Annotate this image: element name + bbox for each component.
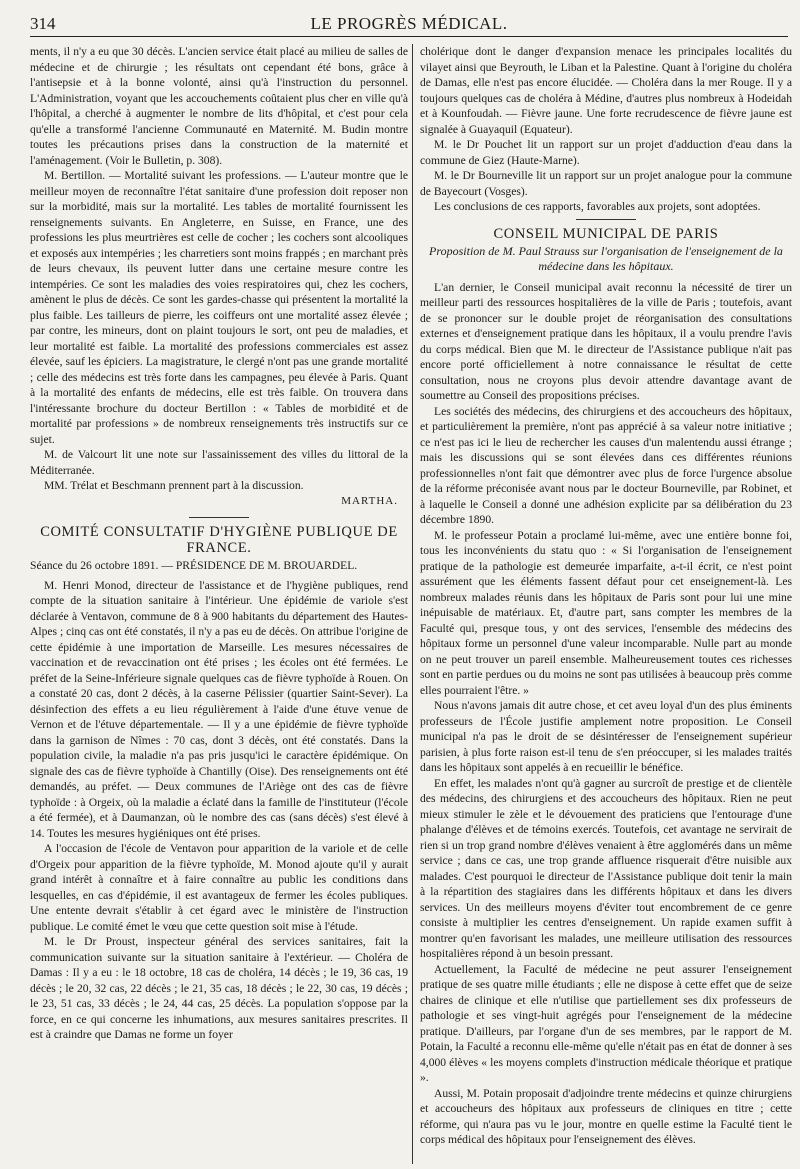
paragraph-adjoindre: Aussi, M. Potain proposait d'adjoindre trente médecins et quinze chirurgiens et accoucheurs des hôpitaux aux professeurs de cliniques en titre ; cette réforme, qui n'aura pas vu le jour, montre en quelle estime la Faculté tient le corps médical des hôpitaux pour l'enseignement des élèves. [420, 1086, 792, 1146]
right-column [420, 44, 792, 1148]
paragraph-monod: M. Henri Monod, directeur de l'assistance et de l'hygiène publiques, rend compte de la situation sanitaire à l'intérieur. Une épidémie de variole s'est déclarée à Ventavon, commune de 8 à 900 habitants du département des Hautes-Alpes ; cinq cas ont été constatés, il n'y a pas eu de décès. On attribue l'origine de cette épidémie à une importation de Marseille. Les mesures nécessaires de vaccination et de revaccination ont été prises ; les écoles ont été fermées. Le préfet de la Seine-Inférieure signale quelques cas de fièvre typhoïde à Rouen. On a constaté 20 cas, dont 2 décès, à la caserne Pélissier (quartier Saint-Sever). La désinfection des effets a eu lieu régulièrement à l'aide d'une étuve venue de Vernon et de l'étuve départementale. — Il y a une épidémie de fièvre typhoïde dans la garnison de Nîmes : 70 cas, dont 3 décès, ont été constatés. Dans la population civile, la maladie n'a pas pris jusqu'ici le caractère épidémique. On signale des cas de fièvre typhoïde à Chantilly (Oise). Des renseignements ont été demandés, au préfet. — Deux communes de l'Ariège ont des cas de fièvre typhoïde : à Orgeix, où la maladie a éclaté dans la famille de l'instituteur (l'école a été fermée), et à Daumanzan, où le nombre des cas (sans décès) s'est élevé à 14. Toutes les mesures hygiéniques ont été prises. [30, 578, 408, 840]
paragraph-discussion: MM. Trélat et Beschmann prennent part à la discussion. [44, 479, 304, 492]
paragraph-potain: M. le professeur Potain a proclamé lui-même, avec une entière bonne foi, tous les inconvénients du statu quo : « Si l'organisation de l'enseignement pratique de la pathologie est demeurée imparfaite, a-t-il écrit, ce n'est point assurément que les éléments fassent défaut pour cet enseignement-là. Les nombreux malades réunis dans les hôpitaux de Paris sont pour lui une mine inépuisable de matériaux. Et, d'autre part, sans compter les membres de la Faculté qui, presque tous, y ont des services, l'ensemble des médecins des hôpitaux forme un personnel d'une valeur incomparable. Nulle part au monde on ne peut trouver un pareil ensemble. Malheureusement toutes ces richesses sont en partie perdues ou du moins ne sont pas utilisées à beaucoup près comme elles pourraient l'être. » [420, 528, 792, 697]
column-rule [412, 44, 413, 1164]
section-title-comite: COMITÉ CONSULTATIF D'HYGIÈNE PUBLIQUE DE FRANCE. [40, 524, 398, 556]
section-title-conseil: CONSEIL MUNICIPAL DE PARIS [493, 225, 719, 242]
paragraph-faculte: Actuellement, la Faculté de médecine ne peut assurer l'enseignement pratique de ses quatre mille étudiants ; elle ne dispose à cette effet que de seize chaires de clinique et elle n'utilise que partiellement ses dix professeurs de pathologie et ses vingt-huit agrégés pour l'enseignement de la médecine pratique. D'ailleurs, par l'organe d'un de ses membres, par le rapport de M. Potain, la Faculté a reconnu elle-même qu'elle n'était pas en état de donner à ses 4,000 élèves « les moyens complets d'instruction médicale théorique et pratique ». [420, 962, 792, 1084]
paragraph-aveu: Nous n'avons jamais dit autre chose, et cet aveu loyal d'un des plus éminents professeurs de l'École justifie amplement notre proposition. Le Conseil municipal n'a pas le droit de se désintéresser de l'enseignement supérieur parisien, à plus forte raison est-il tenu de s'en préoccuper, si les malades traités dans les hôpitaux sont appelés à en recueillir le bénéfice. [420, 699, 792, 774]
page-header [30, 8, 788, 37]
running-title: LE PROGRÈS MÉDICAL. [310, 14, 508, 33]
paragraph-cholera: cholérique dont le danger d'expansion menace les principales localités du vilayet ainsi que Beyrouth, le Liban et la Palestine. Quant à l'origine du choléra de Damas, elle n'est pas encore élucidée. — Choléra dans la mer Rouge. Il y a toujours quelques cas de choléra à Médine, d'autres plus nombreux à Hodeidah et à Kounfoudah. — Fièvre jaune. Une forte recrudescence de fièvre jaune est signalée à Guayaquil (Equateur). [420, 45, 792, 136]
paragraph-ecoles: A l'occasion de l'école de Ventavon pour apparition de la variole et de celle d'Orgeix pour apparition de la fièvre typhoïde, M. Monod ajoute qu'il y aurait grand intérêt à connaître et à faire connaître au public les conditions dans lesquelles, en cas d'épidémie, il est avantageux de fermer les écoles publiques. Une entente devrait s'établir à cet égard avec le ministère de l'instruction publique. Le comité émet le vœu que cette question soit mise à l'étude. [30, 842, 408, 933]
page-number: 314 [30, 14, 56, 33]
paragraph-pouchet: M. le Dr Pouchet lit un rapport sur un projet d'adduction d'eau dans la commune de Giez (Haute-Marne). [420, 138, 792, 167]
paragraph-malades: En effet, les malades n'ont qu'à gagner au surcroît de prestige et de clientèle des médecins, des chirurgiens et des accoucheurs des hôpitaux. Rien ne peut mieux stimuler le zèle et le dévouement des praticiens que l'entourage d'une phalange d'élèves et de témoins exercés. Toutefois, cet avantage ne servirait de rien si un trop grand nombre d'élèves venaient à être agglomérés dans un même service ; dans ce cas, une trop grande affluence risquerait d'être nuisible aux malades. C'est pourquoi le directeur de l'Assistance publique doit tenir la main à la répartition des stagiaires dans les différents hôpitaux et dans les divers services. Un des meilleurs moyens d'éviter tout encombrement de ce genre consiste à multiplier les centres d'enseignement. Un rapide examen suffit à montrer qu'en favorisant les malades, une meilleure utilisation des ressources hospitalières répond à un besoin pressant. [420, 776, 792, 960]
paragraph-valcourt: M. de Valcourt lit une note sur l'assainissement des villes du littoral de la Méditerranée. [30, 448, 408, 477]
session-line: Séance du 26 octobre 1891. — PRÉSIDENCE DE M. BROUARDEL. [30, 559, 358, 572]
signature: MARTHA. [341, 494, 398, 507]
paragraph-bertillon: M. Bertillon. — Mortalité suivant les professions. — L'auteur montre que le meilleur moyen de reconnaître l'état sanitaire d'une profession doit reposer non sur la morbidité, mais sur la mortalité. Les tables de mortalité fournissent les renseignements suivants. En Angleterre, en Suisse, en France, une des professions les plus meurtrières est celle de cocher ; les cochers sont alcooliques et exposés aux intempéries ; les charretiers sont moins frappés ; en marchant près de leurs chevaux, ils peuvent lutter dans une certaine mesure contre les intempéries. Ce sont les maladies des voies respiratoires qui, chez les cochers, amènent le plus de décès. Ce sont les gardes-chasse qui présentent la mortalité la plus faible. Les tailleurs de pierre, les coiffeurs ont une mortalité assez élevée ; par contre, les mineurs, dont on plaint toujours le sort, ont peu de maladies, et leur mortalité est faible. La mortalité des professions commerciales est assez élevée, sauf les épiciers. La magistrature, le clergé n'ont pas une grande mortalité ; celle des médecins est très forte dans les campagnes, peu élevée à Paris. Quant à la mortalité des enfants de médecins, elle est très faible. On trouvera dans l'intéressante brochure du docteur Bertillon : « Tables de morbidité et de mortalité par professions » de nombreux renseignements très instructifs sur ce sujet. [30, 169, 408, 446]
paragraph-bourneville: M. le Dr Bourneville lit un rapport sur un projet analogue pour la commune de Bayecourt (Vosges). [420, 169, 792, 198]
paragraph-an-dernier: L'an dernier, le Conseil municipal avait reconnu la nécessité de tirer un meilleur parti des ressources hospitalières de la ville de Paris ; toutefois, avant de se prononcer sur le double projet de réorganisation des consultations externes et d'enseignement pratique dans les hôpitaux, il a voulu prendre l'avis du corps médical. Bien que M. le directeur de l'Assistance publique n'ait pas encore porté officiellement à notre connaissance le résultat de cette consultation, nous ne croyons plus devoir attendre davantage avant de soumettre au Conseil des propositions précises. [420, 280, 792, 402]
section-subtitle: Proposition de M. Paul Strauss sur l'organisation de l'enseignement de la médecine dans les hôpitaux. [429, 243, 783, 273]
left-column [30, 44, 408, 1043]
paragraph-societes: Les sociétés des médecins, des chirurgiens et des accoucheurs des hôpitaux, et particulièrement la première, n'ont pas apprécié à sa valeur notre initiative ; ce n'est pas ici le lieu de rechercher les causes d'un malentendu aussi étrange ; mais les discussions qui se sont élevées dans ces différentes réunions professionnelles n'ont fait que démontrer avec plus de force l'urgence absolue de la réforme préconisée avant nous par le docteur Bourneville, par Robinet, et à laquelle le Conseil a donné une adhésion explicite par sa délibération du 23 décembre 1890. [420, 404, 792, 526]
divider [576, 219, 636, 220]
paragraph-budin: ments, il n'y a eu que 30 décès. L'ancien service était placé au milieu de salles de médecine et de chirurgie ; les résultats ont cependant été bons, grâce à l'antisepsie et à la bonne volonté, ainsi qu'à l'instruction du personnel. L'Administration, voyant que les accouchements coûtaient plus cher en ville qu'à l'hôpital, a cherché à augmenter le nombre de lits d'hôpital, et c'est pour cela qu'elle a transformé l'ancienne Communauté en Maternité. M. Budin montre toutes les précautions prises dans la construction de la maternité et l'aménagement. (Voir le Bulletin, p. 308). [30, 45, 408, 167]
paragraph-conclusions: Les conclusions de ces rapports, favorables aux projets, sont adoptées. [434, 200, 761, 213]
divider [189, 517, 249, 518]
paragraph-proust: M. le Dr Proust, inspecteur général des services sanitaires, fait la communication suivante sur la situation sanitaire à l'extérieur. — Choléra de Damas : Il y a eu : le 18 octobre, 18 cas de choléra, 14 décès ; le 19, 36 cas, 19 décès ; le 20, 32 cas, 22 décès ; le 21, 35 cas, 18 décès ; le 22, 30 cas, 19 décès ; le 23, 51 cas, 33 décès ; le 24, 44 cas, 25 décès. La population s'oppose par la force, en ce qui concerne les inhumations, aux mesures sanitaires prescrites. Il est à craindre que Damas ne forme un foyer [30, 935, 408, 1041]
